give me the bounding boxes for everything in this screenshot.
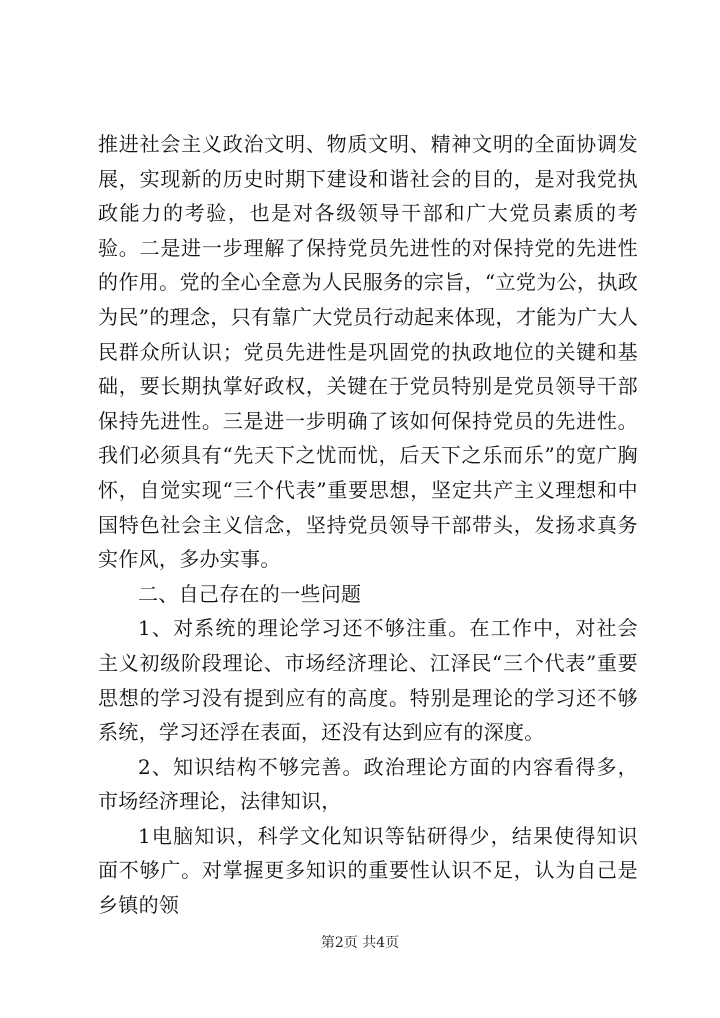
document-body [98, 127, 638, 923]
paragraph-continuation: 推进社会主义政治文明、物质文明、精神文明的全面协调发展，实现新的历史时期下建设和谐社会的目的，是对我党执政能力的考验，也是对各级领导干部和广大党员素质的考验。二是进一步理解了保持党员先进性的对保持党的先进性的作用。党的全心全意为人民服务的宗旨，“立党为公，执政为民”的理念，只有靠广大党员行动起来体现，才能为广大人民群众所认识；党员先进性是巩固党的执政地位的关键和基础，要长期执掌好政权，关键在于党员特别是党员领导干部保持先进性。三是进一步明确了该如何保持党员的先进性。我们必须具有“先天下之忧而忧，后天下之乐而乐”的宽广胸怀，自觉实现“三个代表”重要思想，坚定共产主义理想和中国特色社会主义信念，坚持党员领导干部带头，发扬求真务实作风，多办实事。 [98, 132, 638, 572]
section-heading: 二、自己存在的一些问题 [138, 581, 362, 606]
paragraph-item-2-continued: 1电脑知识，科学文化知识等钻研得少，结果使得知识面不够广。对掌握更多知识的重要性认识不足，认为自己是乡镇的领 [98, 823, 638, 918]
page-footer: 第2页 共4页 [320, 935, 400, 951]
paragraph-item-2: 2、知识结构不够完善。政治理论方面的内容看得多，市场经济理论，法律知识， [98, 754, 638, 814]
paragraph-item-1: 1、对系统的理论学习还不够注重。在工作中，对社会主义初级阶段理论、市场经济理论、江泽民“三个代表”重要思想的学习没有提到应有的高度。特别是理论的学习还不够系统，学习还浮在表面，还没有达到应有的深度。 [98, 616, 638, 745]
